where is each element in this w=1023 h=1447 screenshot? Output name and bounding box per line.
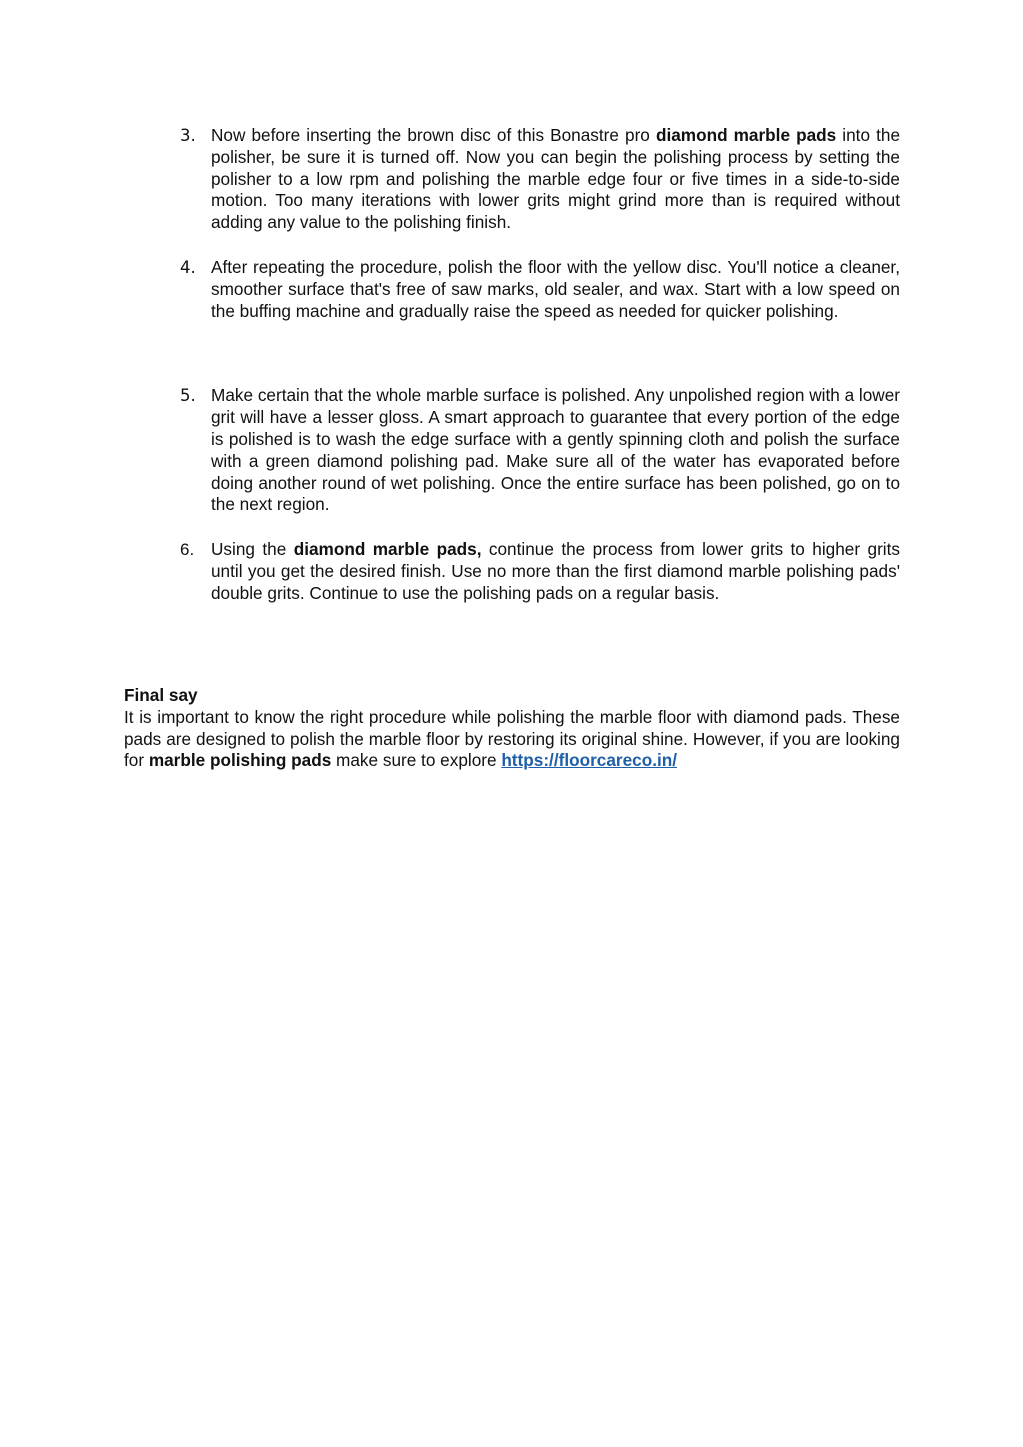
list-item [176,385,900,516]
step-text: into the polisher, be sure it is turned off. Now you can begin the polishing process by setting the polisher to a low rpm and polishing the marble edge four or five times in a side-to-side motion. Too many iterations with lower grits might grind more than is required without adding any value to the polishing finish. [211,125,900,233]
step-text: Now before inserting the brown disc of this Bonastre pro [211,125,656,145]
paragraph-text: It is important to know the right procedure while polishing the marble floor with diamond pads. These pads are designed to polish the marble floor by restoring its original shine. However, if you are looking for [124,706,900,771]
list-item [176,539,900,604]
step-text: Using the [211,539,294,560]
final-paragraph [124,707,900,772]
list-item [176,257,900,322]
final-section [124,685,900,772]
step-bold-text: diamond marble pads [655,125,837,145]
website-link[interactable]: https://floorcareco.in/ [501,750,678,771]
paragraph-bold-text: marble polishing pads [148,750,332,771]
step-text: continue the process from lower grits to higher grits until you get the desired finish. Use no more than the first diamond marble polishing pads' double grits. Continue to use the polishing pads on a regular basis. [211,539,900,603]
step-text: After repeating the procedure, polish the floor with the yellow disc. You'll notice a cleaner, smoother surface that's free of saw marks, old sealer, and wax. Start with a low speed on the buffing machine and gradually raise the speed as needed for quicker polishing. [211,256,900,321]
list-item [176,125,900,234]
list-number: 4. [180,257,196,277]
paragraph-text: make sure to explore [331,750,502,771]
step-text: Make certain that the whole marble surface is polished. Any unpolished region with a lower grit will have a lesser gloss. A smart approach to guarantee that every portion of the edge is polished is to wash the edge surface with a gently spinning cloth and polish the surface with a green diamond polishing pad. Make sure all of the water has evaporated before doing another round of wet polishing. Once the entire surface has been polished, go on to the next region. [211,385,900,515]
list-number: 5. [180,386,196,406]
section-heading: Final say [124,685,198,705]
step-bold-text: diamond marble pads, [293,539,482,560]
numbered-list [176,125,900,605]
list-number: 6. [180,540,195,560]
list-number: 3. [180,126,196,145]
